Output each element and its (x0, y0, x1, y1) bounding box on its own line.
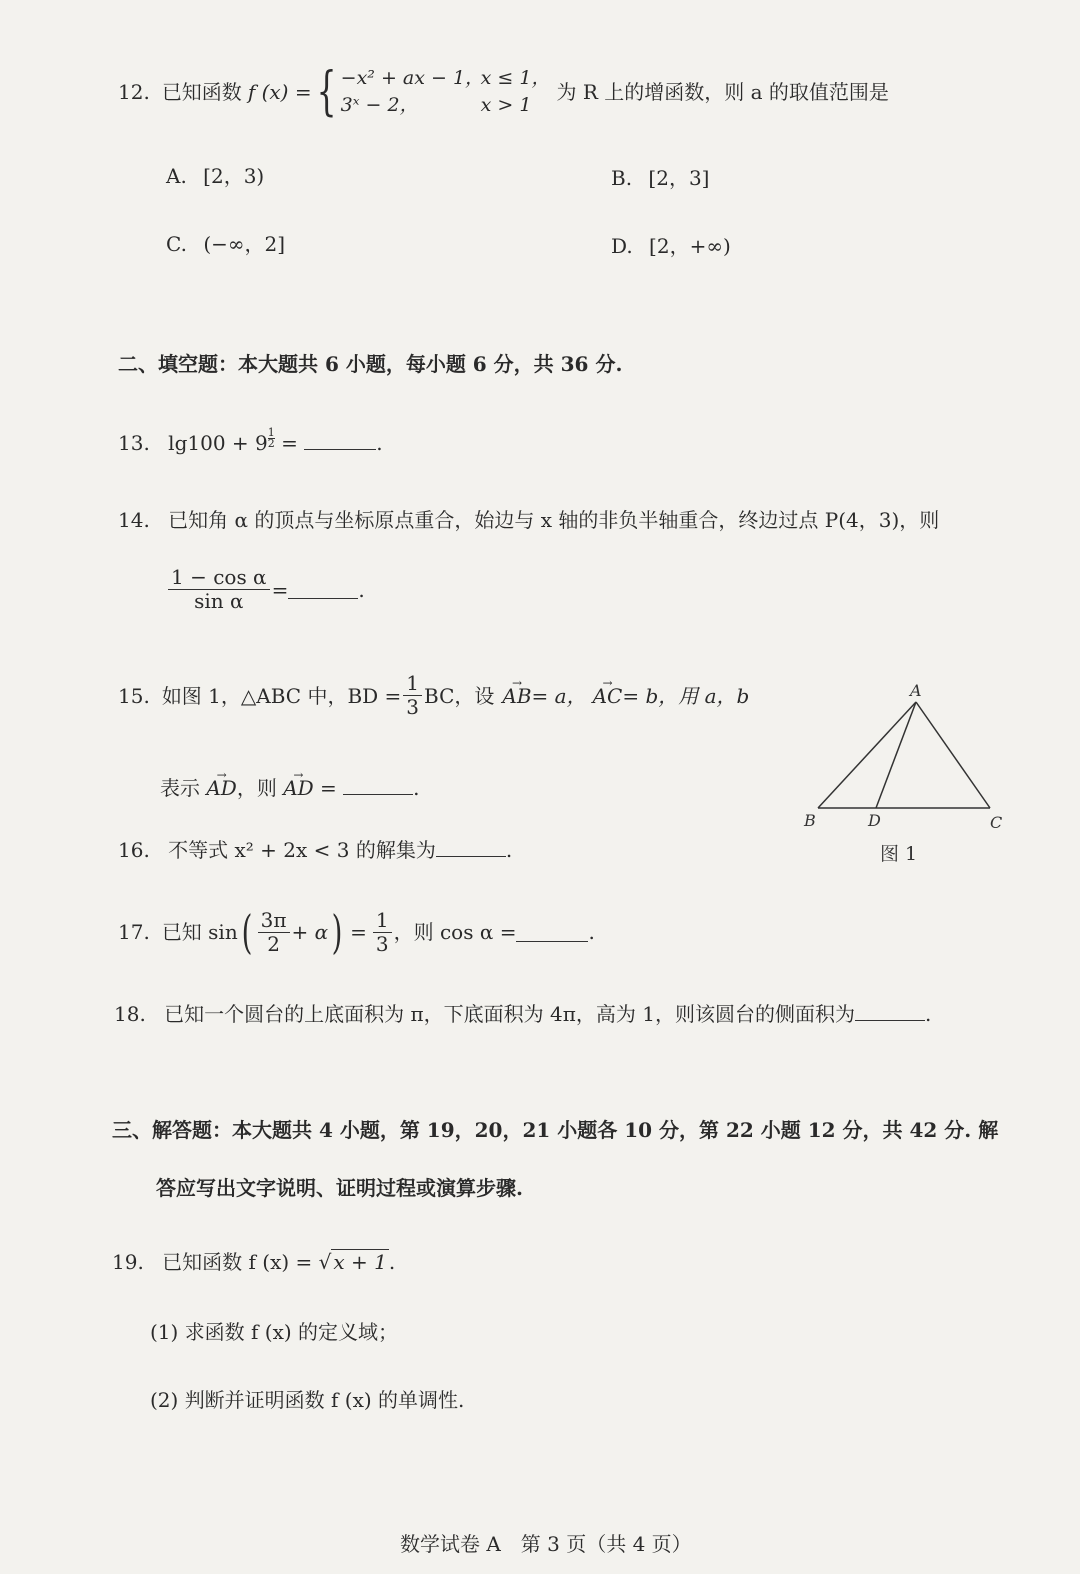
equals: = (313, 776, 344, 800)
exponent-denominator: 2 (267, 437, 275, 450)
question-19 (112, 1248, 395, 1276)
equals: = (271, 577, 289, 602)
label-a: A (910, 681, 922, 700)
answer-blank[interactable] (516, 923, 588, 942)
fraction-denominator: sin α (194, 589, 244, 613)
expression: + α (291, 920, 329, 944)
section-2-heading: 二、填空题：本大题共 6 小题，每小题 6 分，共 36 分. (118, 352, 623, 376)
question-13 (118, 428, 383, 457)
label-d: D (868, 811, 881, 830)
answer-blank[interactable] (855, 1002, 925, 1021)
question-text: 已知 sin (161, 920, 238, 944)
question-number: 19. (112, 1250, 144, 1274)
fraction-denominator: 3 (375, 931, 389, 956)
radicand: x + 1 (333, 1250, 387, 1274)
period: . (505, 838, 513, 862)
question-text: = a， (531, 683, 587, 708)
fraction-numerator: 3π (258, 909, 290, 933)
option-value: [2，3) (203, 164, 265, 188)
question-18 (114, 1000, 931, 1028)
answer-blank[interactable] (288, 580, 358, 599)
equals: = (274, 431, 305, 455)
option-b (611, 162, 709, 191)
question-text: BC，设 (424, 683, 495, 708)
left-paren: ( (241, 905, 253, 959)
fraction (373, 909, 392, 956)
option-label: A. (166, 164, 187, 188)
answer-blank[interactable] (436, 838, 506, 857)
period: . (388, 1250, 396, 1274)
question-14 (118, 506, 939, 534)
option-label: D. (611, 234, 633, 258)
fraction (168, 566, 270, 613)
option-label: B. (611, 166, 633, 190)
question-number: 16. (118, 838, 150, 862)
piecewise-cases (341, 65, 551, 119)
period: . (924, 1002, 932, 1026)
left-brace: { (316, 62, 337, 122)
question-12 (118, 62, 889, 122)
case1-condition: x ≤ 1， (480, 67, 551, 89)
period: . (376, 431, 383, 455)
question-15-line2 (160, 774, 420, 802)
option-label: C. (166, 232, 187, 256)
fraction-denominator: 3 (406, 695, 420, 719)
section-3-heading-cont: 答应写出文字说明、证明过程或演算步骤. (156, 1176, 523, 1200)
fraction (403, 672, 422, 719)
question-text: ，则 cos α = (393, 920, 517, 944)
option-value: [2，3] (648, 166, 710, 190)
question-text-tail: 为 R 上的增函数，则 a 的取值范围是 (556, 80, 889, 104)
fraction-numerator: 1 (373, 909, 392, 933)
vector-ac: → AC (593, 682, 623, 710)
question-number: 13. (118, 431, 150, 455)
fraction (258, 909, 290, 956)
question-text: 不等式 x² + 2x < 3 的解集为 (168, 838, 436, 862)
side-ab (818, 702, 916, 808)
option-d (611, 230, 731, 259)
triangle-figure (790, 676, 1020, 876)
question-number: 15. (118, 683, 150, 708)
case2-expression: 3ˣ − 2， (340, 94, 419, 116)
question-text: 已知函数 (161, 80, 242, 104)
label-b: B (804, 811, 816, 830)
option-c (166, 228, 285, 257)
sqrt-sign: √ (318, 1250, 332, 1274)
vector-ab: → AB (502, 682, 531, 710)
case1-expression: −x² + ax − 1， (340, 67, 485, 89)
section-3-heading: 三、解答题：本大题共 4 小题，第 19，20，21 小题各 10 分，第 22 小题 12 分，共 42 分. 解 (112, 1118, 999, 1142)
case2-condition: x > 1 (480, 94, 532, 116)
question-19-part2: (2) 判断并证明函数 f (x) 的单调性. (150, 1388, 465, 1412)
period: . (358, 577, 365, 602)
segment-ad (876, 702, 916, 808)
question-16 (118, 836, 512, 864)
question-text: 已知角 α 的顶点与坐标原点重合，始边与 x 轴的非负半轴重合，终边过点 P(4，3)，则 (168, 508, 940, 532)
question-number: 14. (118, 508, 150, 532)
question-text: 如图 1，△ABC 中，BD = (161, 683, 402, 708)
question-14-line2 (166, 566, 365, 613)
question-17 (118, 904, 595, 960)
function-name: f (x) = (247, 80, 312, 104)
question-number: 17. (118, 920, 150, 944)
expression: lg100 + 9 (168, 431, 268, 455)
question-text: = b，用 a，b (622, 683, 750, 708)
label-c: C (990, 813, 1003, 832)
question-19-part1: (1) 求函数 f (x) 的定义域； (150, 1320, 399, 1344)
option-value: (−∞，2] (203, 232, 286, 256)
side-ac (916, 702, 990, 808)
right-paren: ) (331, 905, 343, 959)
period: . (588, 920, 595, 944)
answer-blank[interactable] (343, 776, 413, 795)
question-text: 已知一个圆台的上底面积为 π，下底面积为 4π，高为 1，则该圆台的侧面积为 (164, 1002, 855, 1026)
answer-blank[interactable] (304, 431, 376, 450)
exponent-numerator: 1 (267, 426, 275, 439)
page-footer: 数学试卷 A 第 3 页（共 4 页） (400, 1532, 692, 1556)
option-a (166, 160, 264, 189)
question-15 (118, 672, 749, 719)
question-text: 表示 (160, 776, 200, 800)
fraction-numerator: 1 (403, 672, 422, 696)
figure-caption: 图 1 (880, 843, 918, 865)
question-number: 12. (118, 80, 150, 104)
option-value: [2，+∞) (649, 234, 731, 258)
vector-ad: → AD (283, 774, 313, 802)
vector-ad: → AD (206, 774, 236, 802)
exponent-fraction (268, 428, 275, 449)
question-number: 18. (114, 1002, 146, 1026)
fraction-denominator: 2 (267, 931, 280, 956)
equals: = (350, 920, 367, 944)
question-text: 已知函数 f (x) = (162, 1250, 313, 1274)
question-text: ，则 (236, 776, 277, 800)
period: . (413, 776, 420, 800)
fraction-numerator: 1 − cos α (168, 566, 270, 590)
